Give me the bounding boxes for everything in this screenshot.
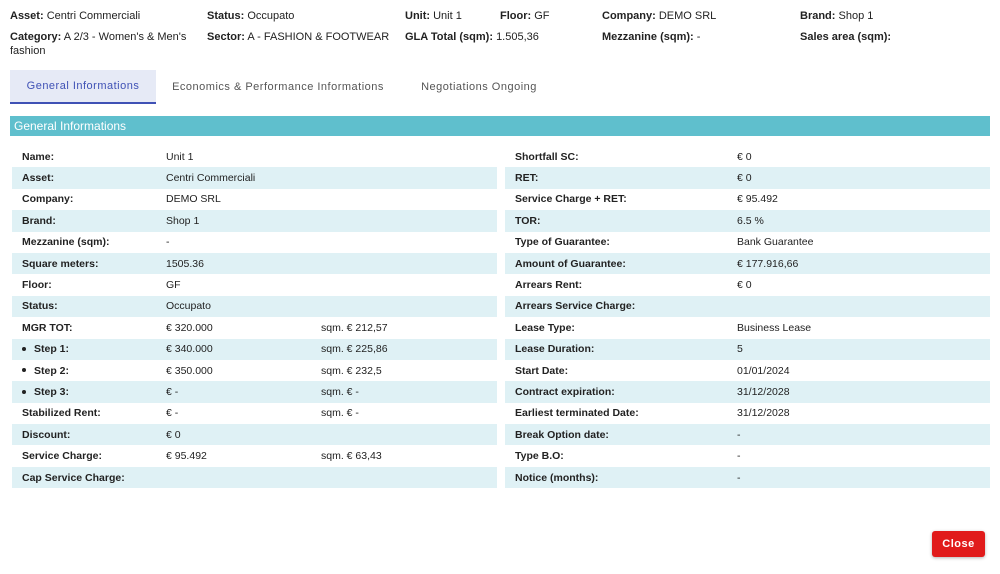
summary-category: Category: A 2/3 - Women's & Men's fashion [10,31,187,57]
row-value: Centri Commerciali [166,172,256,185]
row-label: Mezzanine (sqm): [22,236,110,249]
table-row [12,232,497,253]
row-label: Lease Duration: [515,343,595,356]
row-label: Type B.O: [515,450,564,463]
tab-general-informations[interactable]: General Informations [10,70,156,104]
row-value: € 340.000 [166,343,213,356]
row-value: - [737,471,741,484]
row-label: MGR TOT: [22,321,73,334]
summary-brand: Brand: Shop 1 [800,10,874,22]
table-row [12,189,497,210]
left-info-table [12,146,497,488]
bullet-icon [22,390,26,394]
summary-unit: Unit: Unit 1 [405,10,462,22]
row-sqm-value: sqm. € 63,43 [321,450,382,463]
table-row [12,210,497,231]
row-label: Contract expiration: [515,385,615,398]
row-value: DEMO SRL [166,193,221,206]
section-title-bar: General Informations [10,116,990,136]
row-label: Discount: [22,428,71,441]
unit-summary-header [0,0,1000,62]
table-row [12,317,497,338]
row-value: € 350.000 [166,364,213,377]
row-label: Cap Service Charge: [22,471,125,484]
table-row [505,467,990,488]
row-label: Floor: [22,279,52,292]
row-sqm-value: sqm. € 212,57 [321,321,388,334]
row-value: Occupato [166,300,211,313]
table-row [505,317,990,338]
bullet-icon [22,368,26,372]
row-value: - [737,428,741,441]
row-value: Unit 1 [166,150,194,163]
table-row [12,296,497,317]
table-row [505,189,990,210]
row-value: € 0 [737,150,752,163]
row-label: Arrears Rent: [515,279,583,292]
row-value: € 0 [166,428,181,441]
row-value: € 95.492 [166,450,207,463]
row-sqm-value: sqm. € - [321,385,359,398]
table-row [505,381,990,402]
table-row [505,445,990,466]
row-label: Notice (months): [515,471,599,484]
row-label: Step 3: [12,386,166,398]
table-row [12,339,497,360]
summary-floor: Floor: GF [500,10,550,22]
row-label: Service Charge: [22,450,102,463]
table-row [505,274,990,295]
row-value: € 0 [737,172,752,185]
table-row [505,146,990,167]
bullet-icon [22,347,26,351]
summary-asset: Asset: Centri Commerciali [10,10,141,22]
row-value: € - [166,407,179,420]
row-value: € - [166,385,179,398]
row-value: € 320.000 [166,321,213,334]
summary-sector: Sector: A - FASHION & FOOTWEAR [207,31,390,43]
tab-economics-performance[interactable]: Economics & Performance Informations [172,81,384,93]
summary-company: Company: DEMO SRL [602,10,717,22]
row-value: € 0 [737,279,752,292]
row-value: Shop 1 [166,214,200,227]
row-label: Lease Type: [515,321,575,334]
table-row [505,403,990,424]
summary-sales-area: Sales area (sqm): [800,31,892,43]
row-label: Shortfall SC: [515,150,579,163]
table-row [12,167,497,188]
table-row [12,445,497,466]
row-value: 1505.36 [166,257,204,270]
row-label: Name: [22,150,55,163]
table-row [12,424,497,445]
row-label: Status: [22,300,58,313]
row-value: 31/12/2028 [737,407,790,420]
row-label: Brand: [22,214,56,227]
row-label: Step 2: [12,365,166,377]
row-label: Break Option date: [515,428,609,441]
row-value: Business Lease [737,321,812,334]
row-label: Stabilized Rent: [22,407,101,420]
table-row [12,253,497,274]
right-info-table [505,146,990,488]
table-row [12,467,497,488]
table-row [505,424,990,445]
row-value: 5 [737,343,743,356]
summary-status: Status: Occupato [207,10,295,22]
row-value: 6.5 % [737,214,764,227]
table-row [505,210,990,231]
row-value: 31/12/2028 [737,385,790,398]
tab-negotiations-ongoing[interactable]: Negotiations Ongoing [421,81,537,93]
table-row [12,403,497,424]
row-label: Amount of Guarantee: [515,257,626,270]
row-label: Step 1: [12,343,166,355]
table-row [505,253,990,274]
row-value: Bank Guarantee [737,236,814,249]
table-row [505,232,990,253]
row-label: Type of Guarantee: [515,236,610,249]
row-label: TOR: [515,214,541,227]
row-sqm-value: sqm. € 225,86 [321,343,388,356]
table-row [12,146,497,167]
row-label: Company: [22,193,74,206]
row-value: - [737,450,741,463]
row-label: Square meters: [22,257,99,270]
row-label: RET: [515,172,539,185]
tab-bar [10,70,558,104]
row-label: Earliest terminated Date: [515,407,639,420]
row-sqm-value: sqm. € 232,5 [321,364,382,377]
table-row [505,360,990,381]
table-row [12,274,497,295]
row-value: - [166,236,170,249]
row-label: Arrears Service Charge: [515,300,636,313]
row-value: € 177.916,66 [737,257,799,270]
row-value: GF [166,279,181,292]
row-value: € 95.492 [737,193,778,206]
table-row [505,296,990,317]
table-row [505,339,990,360]
row-value: 01/01/2024 [737,364,790,377]
row-label: Asset: [22,172,55,185]
row-sqm-value: sqm. € - [321,407,359,420]
summary-gla-total: GLA Total (sqm): 1.505,36 [405,31,539,43]
row-label: Service Charge + RET: [515,193,627,206]
table-row [12,381,497,402]
table-row [505,167,990,188]
table-row [12,360,497,381]
summary-mezzanine: Mezzanine (sqm): - [602,31,701,43]
close-button[interactable]: Close [932,531,985,557]
row-label: Start Date: [515,364,569,377]
